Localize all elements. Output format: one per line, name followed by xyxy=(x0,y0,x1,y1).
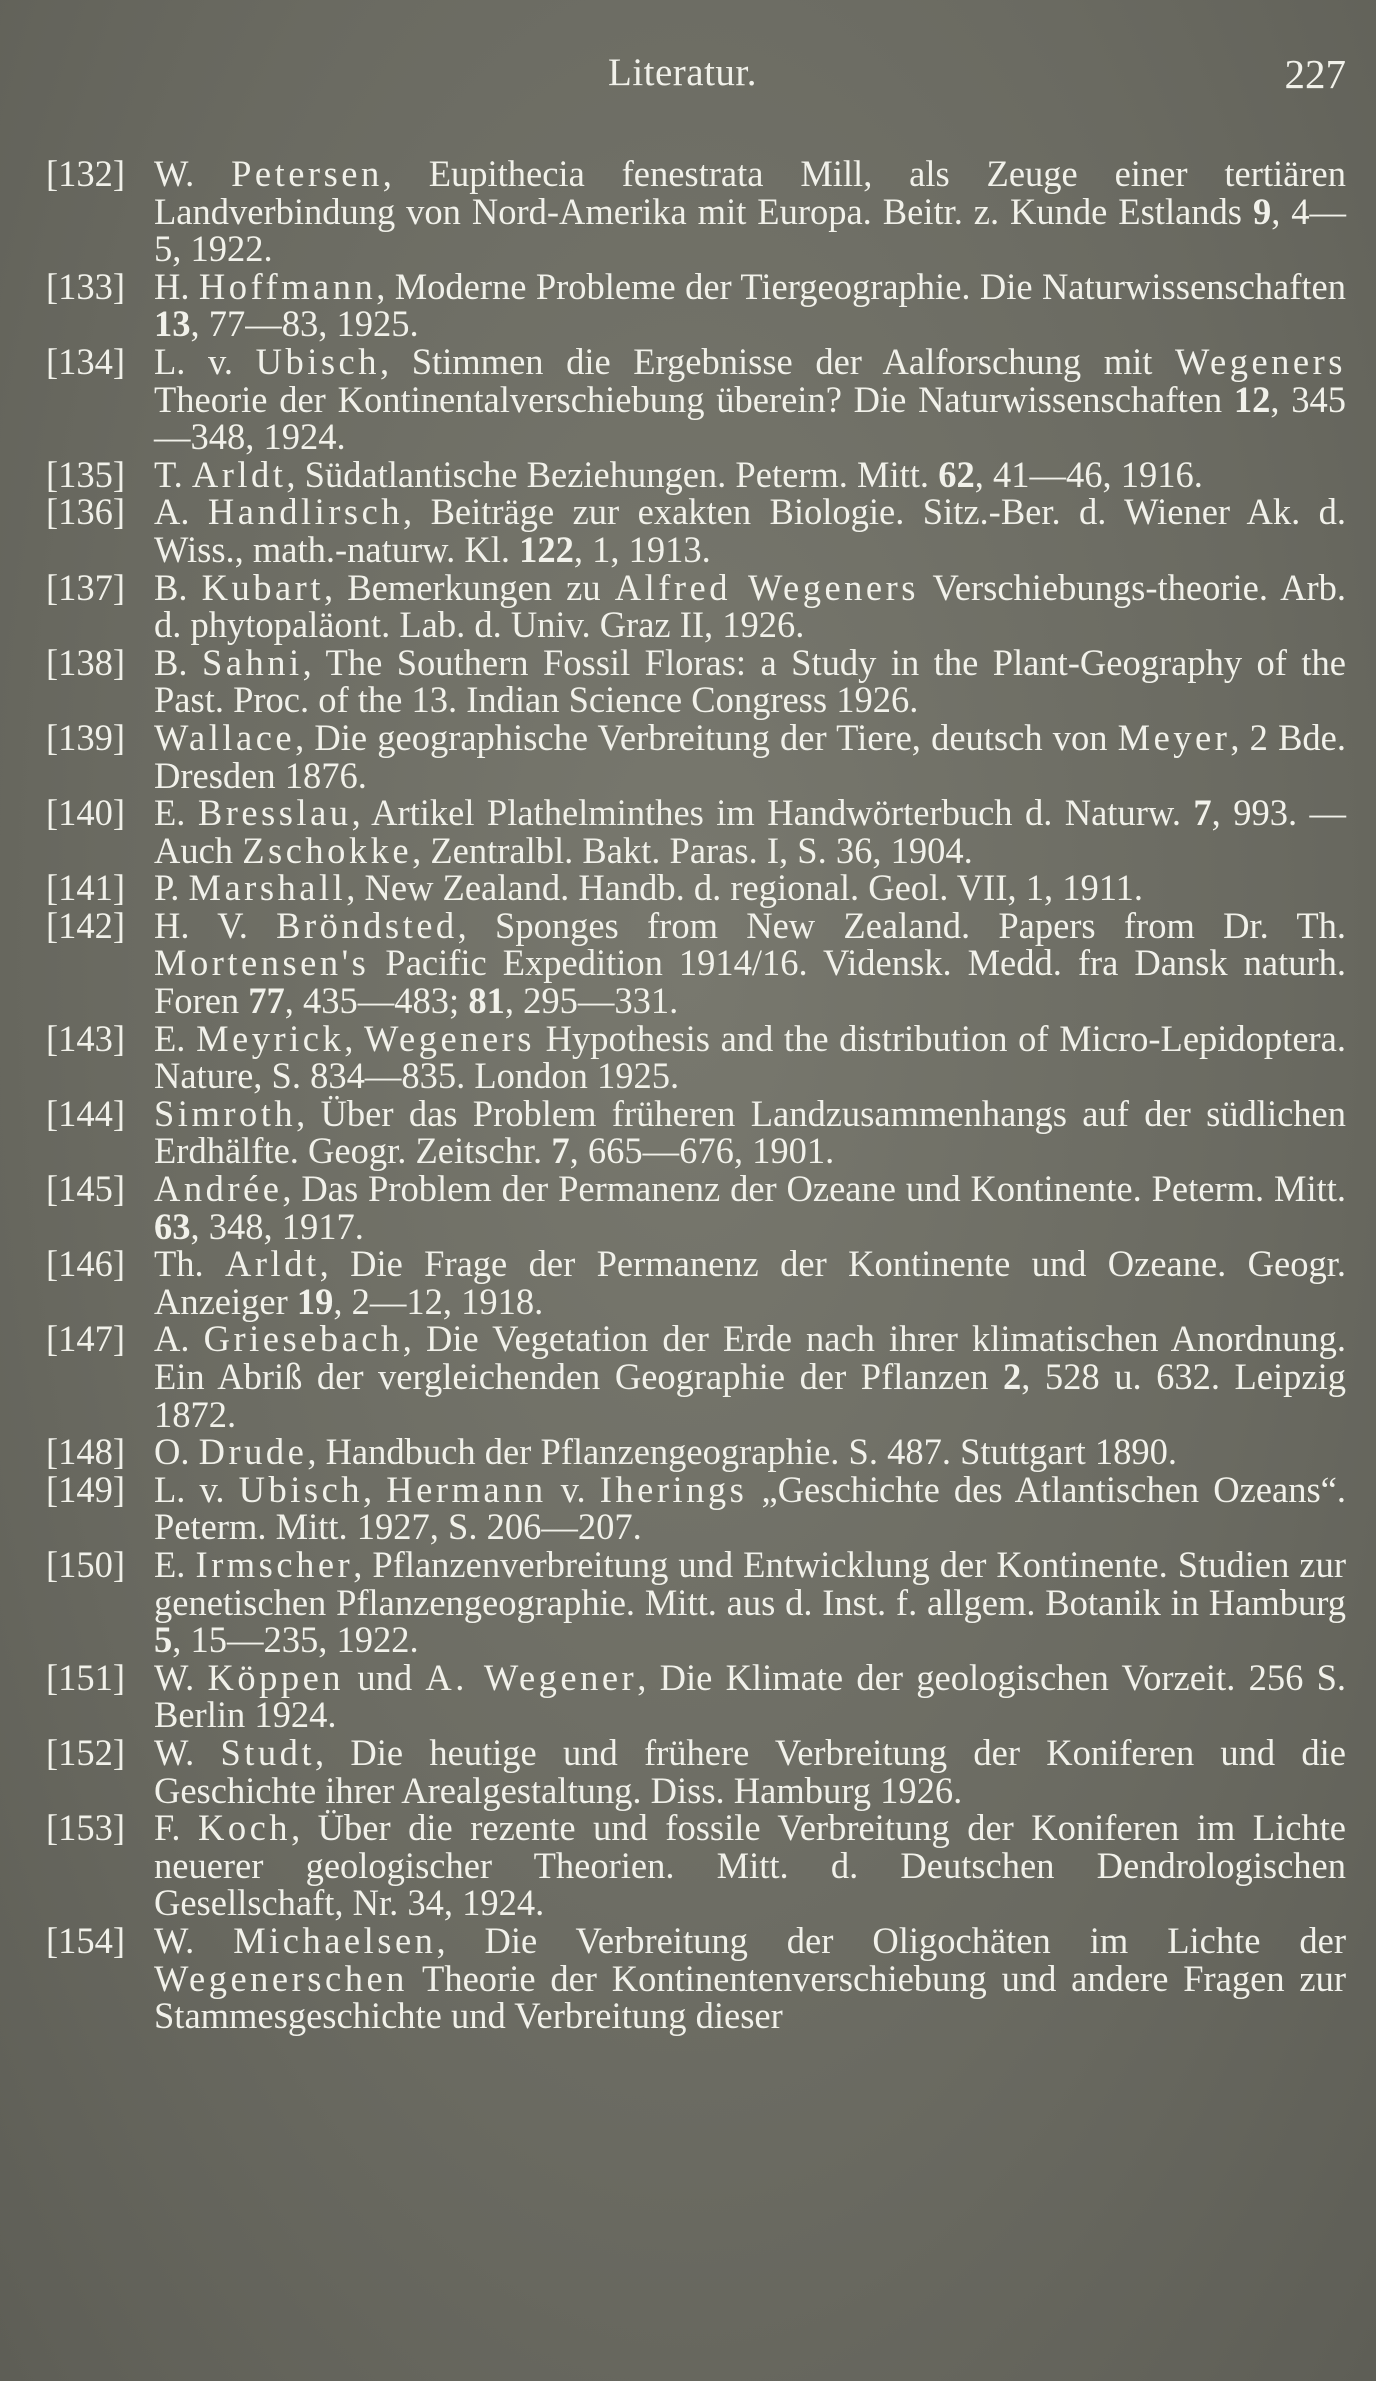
author-name: Wegeners xyxy=(364,1017,536,1059)
author-name: Simroth xyxy=(154,1092,297,1134)
reference-entry xyxy=(46,1170,1346,1245)
reference-text xyxy=(154,716,1346,796)
reference-text-segment: B. xyxy=(154,641,202,683)
reference-number: [139] xyxy=(46,716,126,758)
volume-number: 7 xyxy=(551,1130,570,1172)
reference-text-segment: , 295—331. xyxy=(504,980,679,1022)
reference-text xyxy=(154,1919,1346,2037)
author-name: Arldt xyxy=(191,453,287,495)
reference-entry xyxy=(46,1245,1346,1320)
author-name: Koch xyxy=(198,1807,292,1849)
reference-text-segment: , Die Verbreitung der Oligochäten im Lichte der xyxy=(436,1919,1346,1961)
reference-text-segment: , New Zealand. Handb. d. regional. Geol. VII, 1, 1911. xyxy=(346,867,1143,909)
volume-number: 19 xyxy=(296,1280,334,1322)
reference-text-segment: , 41—46, 1916. xyxy=(974,453,1203,495)
author-name: Wallace xyxy=(154,716,296,758)
author-name: Sahni xyxy=(201,641,303,683)
reference-text-segment: W. xyxy=(154,1656,208,1698)
reference-text-segment: , Stimmen die Ergebnisse der Aalforschung mit xyxy=(380,340,1175,382)
reference-text-segment: , 1, 1913. xyxy=(573,528,711,570)
reference-text-segment: , Eupithecia fenestrata Mill, als Zeuge einer tertiären Landverbindung von Nord-Amerika mit Europa. Beitr. z. Kunde Estlands xyxy=(154,153,1346,232)
reference-text xyxy=(154,1809,1346,1922)
author-name: Michaelsen xyxy=(233,1919,437,1961)
volume-number: 7 xyxy=(1193,792,1212,834)
reference-number: [134] xyxy=(46,340,126,382)
author-name: Andrée xyxy=(154,1168,283,1210)
reference-text-segment: W. xyxy=(154,153,232,194)
reference-text-segment: Th. xyxy=(154,1243,226,1285)
reference-number: [154] xyxy=(46,1919,126,1961)
volume-number: 77 xyxy=(248,980,285,1022)
reference-text-segment: , Beiträge zur exakten Biologie. Sitz.-Ber. d. Wiener Ak. d. Wiss., math.-naturw. Kl. xyxy=(154,491,1346,570)
running-head: Literatur. xyxy=(608,51,758,94)
author-name: Meyrick xyxy=(196,1017,345,1059)
reference-number: [147] xyxy=(46,1318,126,1360)
reference-text-segment: und xyxy=(344,1656,426,1698)
author-name: Wegenerschen xyxy=(154,1957,408,1999)
reference-number: [144] xyxy=(46,1092,126,1134)
reference-text xyxy=(154,1170,1346,1245)
author-name: Iherings xyxy=(599,1468,748,1510)
author-name: Irmscher xyxy=(195,1543,354,1585)
reference-number: [135] xyxy=(46,453,126,495)
reference-entry xyxy=(46,155,1346,268)
reference-text-segment: , 348, 1917. xyxy=(190,1205,364,1247)
reference-number: [151] xyxy=(46,1656,126,1698)
reference-number: [132] xyxy=(46,153,126,194)
reference-text-segment: Theorie der Kontinentalverschiebung überein? Die Naturwissenschaften xyxy=(154,378,1234,420)
reference-text-segment: , Handbuch der Pflanzengeographie. S. 487. Stuttgart 1890. xyxy=(307,1431,1178,1473)
reference-text xyxy=(154,1433,1346,1471)
reference-text xyxy=(154,493,1346,568)
reference-entry xyxy=(46,1543,1346,1661)
author-name: Alfred Wegeners xyxy=(614,566,919,608)
reference-text xyxy=(154,641,1346,721)
reference-text-segment: , Moderne Probleme der Tiergeographie. Die Naturwissenschaften xyxy=(376,265,1347,307)
reference-text xyxy=(154,566,1346,646)
volume-number: 63 xyxy=(154,1205,191,1247)
author-name: Hermann xyxy=(386,1468,547,1510)
author-name: Wegeners xyxy=(1175,340,1346,382)
reference-entry xyxy=(46,1656,1347,1736)
reference-entry xyxy=(46,1017,1347,1097)
author-name: Hoffmann xyxy=(198,265,377,307)
reference-text xyxy=(154,453,1346,495)
reference-text-segment: A. xyxy=(154,491,208,533)
reference-text xyxy=(154,904,1346,1022)
author-name: Arldt xyxy=(225,1243,320,1285)
reference-number: [145] xyxy=(46,1168,126,1210)
author-name: Bresslau xyxy=(197,792,352,834)
author-name: A. Wegener xyxy=(425,1656,638,1698)
reference-text-segment: , 993. — Auch xyxy=(154,792,1347,871)
reference-entry xyxy=(46,794,1346,869)
author-name: Handlirsch xyxy=(207,491,404,533)
reference-text-segment: v. xyxy=(546,1468,600,1510)
reference-entry xyxy=(46,493,1346,568)
reference-text-segment: L. v. xyxy=(154,340,256,382)
volume-number: 62 xyxy=(938,453,975,495)
reference-text xyxy=(154,794,1346,869)
reference-text-segment: A. xyxy=(154,1318,204,1360)
volume-number: 81 xyxy=(468,980,505,1022)
reference-text-segment: , 665—676, 1901. xyxy=(569,1130,835,1172)
volume-number: 12 xyxy=(1233,378,1271,420)
reference-text-segment: , 2—12, 1918. xyxy=(333,1280,544,1322)
author-name: Kubart xyxy=(201,566,324,608)
reference-text xyxy=(154,1017,1347,1097)
reference-text xyxy=(154,1245,1346,1320)
page-header xyxy=(0,50,1376,110)
reference-number: [153] xyxy=(46,1807,126,1849)
reference-text-segment: W. xyxy=(154,1731,221,1773)
reference-number: [149] xyxy=(46,1468,126,1510)
reference-text-segment: , Bemerkungen zu xyxy=(323,566,615,608)
reference-text-segment: H. xyxy=(154,265,199,307)
reference-number: [143] xyxy=(46,1017,126,1059)
reference-text-segment: , Sponges from New Zealand. Papers from Dr. Th. xyxy=(457,904,1346,946)
reference-text-segment: , Zentralbl. Bakt. Paras. I, S. 36, 1904. xyxy=(412,829,973,871)
reference-text-segment: , 528 u. 632. Leipzig 1872. xyxy=(154,1356,1346,1435)
reference-text xyxy=(154,1320,1346,1433)
reference-text-segment: , The Southern Fossil Floras: a Study in the Plant-Geography of the Past. Proc. of the 13. Indian Science Congress 1926. xyxy=(154,641,1346,721)
reference-text xyxy=(154,265,1347,345)
reference-text-segment: , 77—83, 1925. xyxy=(190,303,419,345)
author-name: Köppen xyxy=(207,1656,345,1698)
page-number: 227 xyxy=(1284,51,1346,97)
reference-text-segment: O. xyxy=(154,1431,199,1473)
reference-list xyxy=(46,155,1346,2035)
reference-text-segment: , Die Vegetation der Erde nach ihrer klimatischen Anordnung. Ein Abriß der vergleichenden Geographie der Pflanzen xyxy=(154,1318,1347,1397)
reference-number: [152] xyxy=(46,1731,126,1773)
reference-text xyxy=(154,1731,1346,1811)
reference-text-segment: Theorie der Kontinentenverschiebung und andere Fragen zur Stammesgeschichte und Verbreitung dieser xyxy=(154,1957,1346,2037)
reference-text-segment: , 15—235, 1922. xyxy=(172,1619,419,1661)
reference-text xyxy=(154,340,1347,458)
reference-entry xyxy=(46,566,1346,646)
reference-text-segment: Pacific Expedition 1914/16. Vidensk. Medd. fra Dansk naturh. Foren xyxy=(154,942,1346,1022)
reference-text-segment: , Die heutige und frühere Verbreitung der Koniferen und die Geschichte ihrer Arealgestaltung. Diss. Hamburg 1926. xyxy=(154,1731,1346,1811)
reference-text-segment: , xyxy=(363,1468,387,1510)
author-name: Ubisch xyxy=(255,340,380,382)
reference-number: [133] xyxy=(46,265,126,307)
reference-text-segment: „Geschichte des Atlantischen Ozeans“. Peterm. Mitt. 1927, S. 206—207. xyxy=(154,1468,1346,1548)
reference-text xyxy=(154,869,1346,907)
author-name: Bröndsted xyxy=(276,904,458,946)
reference-text-segment: Verschiebungs-theorie. Arb. d. phytopaläont. Lab. d. Univ. Graz II, 1926. xyxy=(154,566,1346,646)
reference-number: [150] xyxy=(46,1543,126,1585)
reference-text-segment: E. xyxy=(154,1543,196,1585)
reference-entry xyxy=(46,1433,1346,1471)
reference-number: [141] xyxy=(46,867,126,909)
volume-number: 2 xyxy=(1003,1356,1022,1397)
reference-text-segment: , Südatlantische Beziehungen. Peterm. Mitt. xyxy=(286,453,939,495)
reference-text-segment: , Die Klimate der geologischen Vorzeit. 256 S. Berlin 1924. xyxy=(154,1656,1347,1736)
reference-number: [148] xyxy=(46,1431,126,1473)
reference-text-segment: , Über das Problem früheren Landzusammenhangs auf der südlichen Erdhälfte. Geogr. Zeitschr. xyxy=(154,1092,1346,1172)
reference-entry xyxy=(46,1809,1346,1922)
reference-text-segment: Hypothesis and the distribution of Micro-Lepidoptera. Nature, S. 834—835. London 1925. xyxy=(154,1017,1347,1097)
reference-number: [136] xyxy=(46,491,126,533)
reference-number: [142] xyxy=(46,904,126,946)
reference-entry xyxy=(46,453,1346,495)
reference-entry xyxy=(46,1731,1346,1811)
reference-entry xyxy=(46,1468,1346,1548)
reference-text-segment: , 4—5, 1922. xyxy=(154,190,1347,270)
volume-number: 9 xyxy=(1252,190,1272,232)
author-name: Drude xyxy=(198,1431,308,1473)
reference-entry xyxy=(46,641,1346,721)
reference-number: [137] xyxy=(46,566,126,608)
author-name: Griesebach xyxy=(203,1318,403,1360)
reference-text-segment: F. xyxy=(154,1807,198,1849)
reference-entry xyxy=(46,1320,1346,1433)
author-name: Petersen xyxy=(231,153,383,194)
reference-text-segment: B. xyxy=(154,566,202,608)
reference-text-segment: L. v. xyxy=(154,1468,239,1510)
author-name: Marshall xyxy=(188,867,347,909)
reference-entry xyxy=(46,1092,1346,1172)
author-name: Meyer xyxy=(1117,716,1231,758)
volume-number: 5 xyxy=(154,1619,173,1661)
reference-entry xyxy=(46,716,1346,796)
reference-text-segment: E. xyxy=(154,1017,197,1059)
reference-text-segment: , Über die rezente und fossile Verbreitung der Koniferen im Lichte neuerer geologischer Theorien. Mitt. d. Deutschen Dendrologischen Gesellschaft, Nr. 34, 1924. xyxy=(154,1807,1346,1924)
reference-text xyxy=(154,155,1346,268)
reference-number: [140] xyxy=(46,792,126,834)
reference-text-segment: , xyxy=(344,1017,365,1059)
reference-text-segment: P. xyxy=(154,867,189,909)
reference-text xyxy=(154,1656,1347,1736)
reference-text-segment: , 2 Bde. Dresden 1876. xyxy=(154,716,1346,796)
reference-text-segment: E. xyxy=(154,792,198,834)
reference-entry xyxy=(46,1919,1346,2037)
author-name: Zschokke xyxy=(242,829,413,871)
reference-text-segment: T. xyxy=(154,453,192,495)
reference-entry xyxy=(46,869,1346,907)
reference-text-segment: W. xyxy=(154,1919,234,1961)
reference-text-segment: , Die geographische Verbreitung der Tiere, deutsch von xyxy=(295,716,1118,758)
reference-number: [146] xyxy=(46,1243,126,1285)
reference-number: [138] xyxy=(46,641,126,683)
reference-text xyxy=(154,1092,1346,1172)
reference-text-segment: , 345—348, 1924. xyxy=(154,378,1347,458)
reference-text xyxy=(154,1543,1346,1661)
reference-text xyxy=(154,1468,1346,1548)
reference-text-segment: , Die Frage der Permanenz der Kontinente und Ozeane. Geogr. Anzeiger xyxy=(154,1243,1346,1322)
reference-entry xyxy=(46,904,1346,1022)
reference-text-segment: , Artikel Plathelminthes im Handwörterbuch d. Naturw. xyxy=(351,792,1194,834)
author-name: Studt xyxy=(220,1731,316,1773)
reference-entry xyxy=(46,265,1347,345)
reference-text-segment: , Pflanzenverbreitung und Entwicklung der Kontinente. Studien zur genetischen Pflanzengeographie. Mitt. aus d. Inst. f. allgem. Botanik in Hamburg xyxy=(154,1543,1346,1623)
author-name: Ubisch xyxy=(238,1468,364,1510)
reference-entry xyxy=(46,340,1347,458)
reference-text-segment: H. V. xyxy=(154,904,277,946)
volume-number: 13 xyxy=(154,303,191,345)
reference-text-segment: , Das Problem der Permanenz der Ozeane und Kontinente. Peterm. Mitt. xyxy=(282,1168,1346,1210)
author-name: Mortensen's xyxy=(154,942,370,984)
reference-text-segment: , 435—483; xyxy=(284,980,469,1022)
volume-number: 122 xyxy=(519,528,574,570)
